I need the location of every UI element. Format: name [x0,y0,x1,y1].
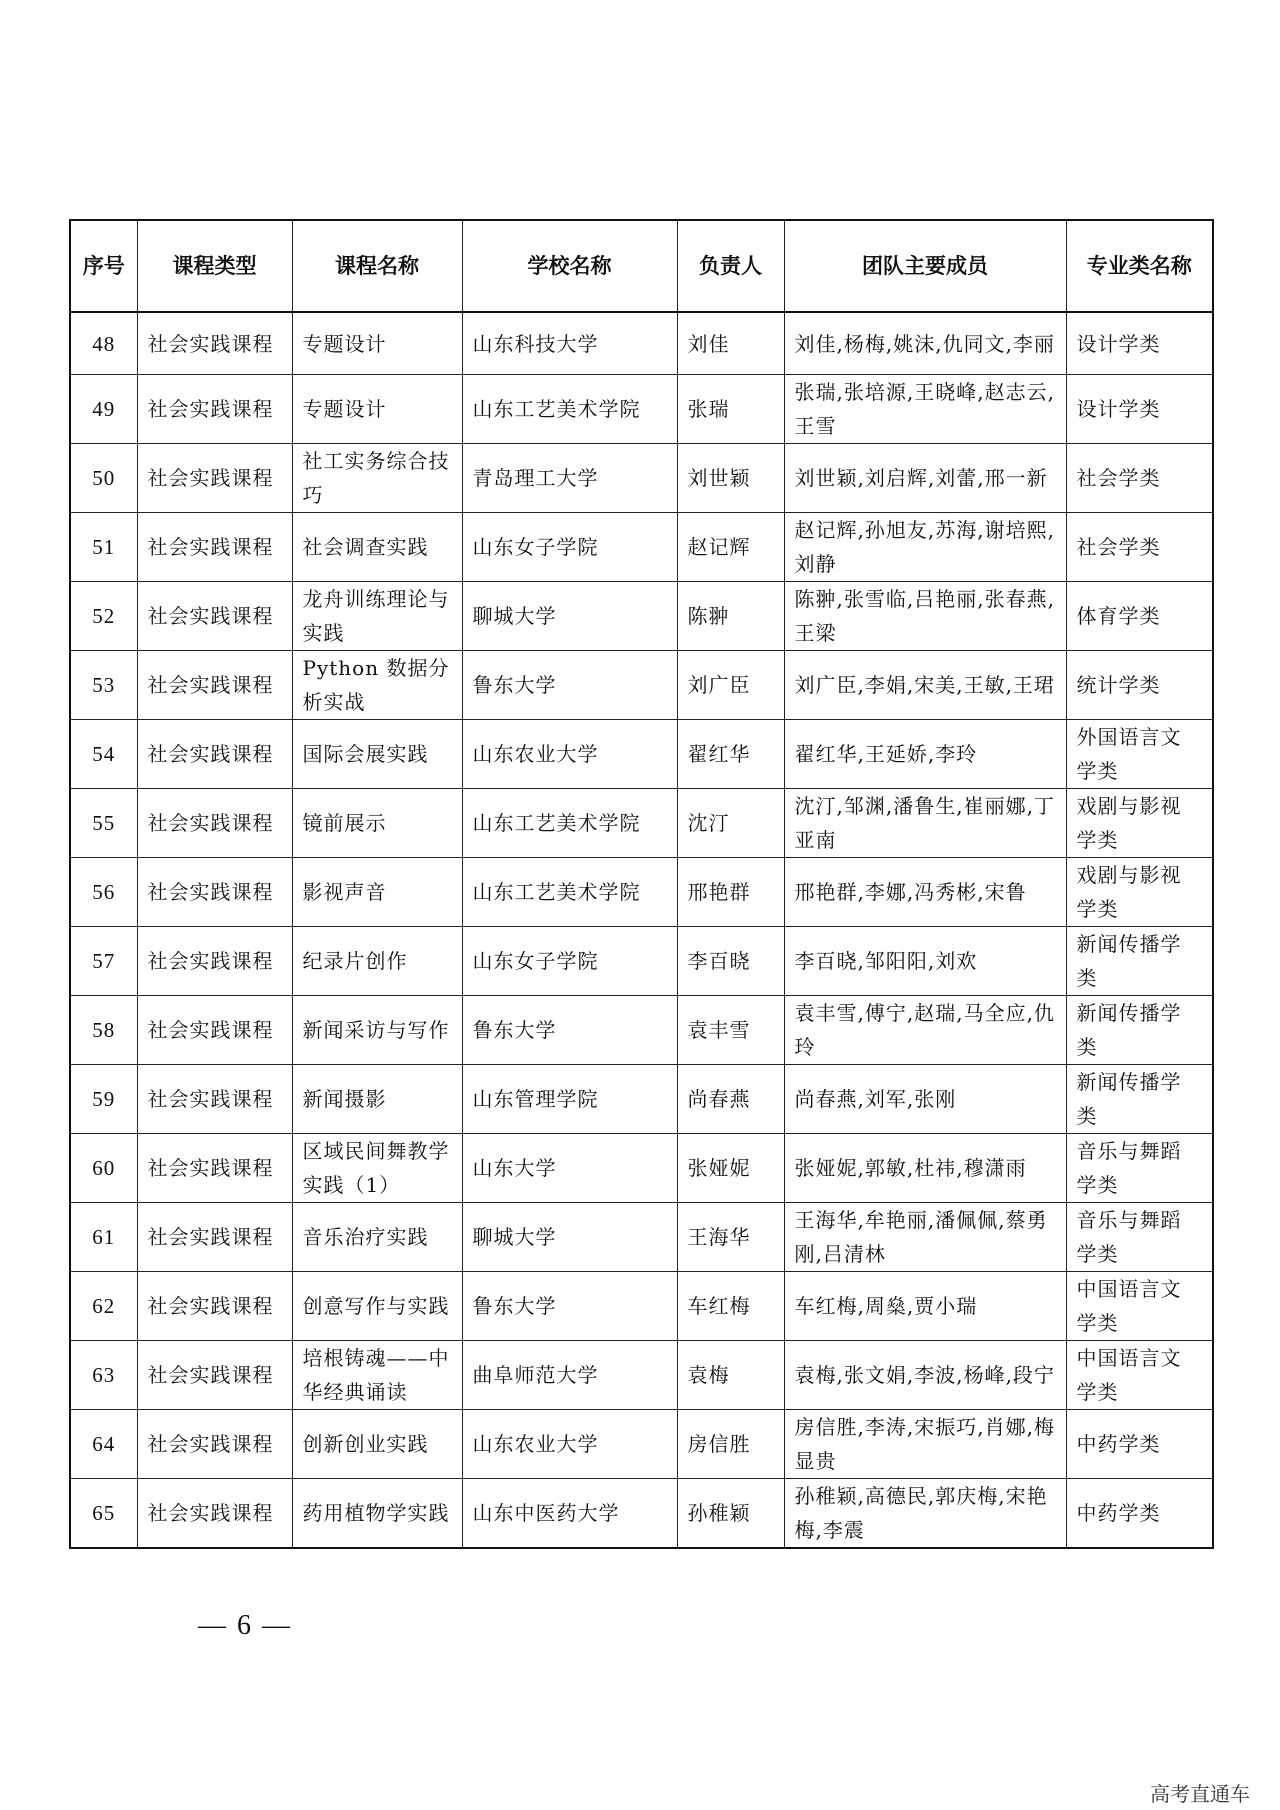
cell-text: 社会实践课程 [147,673,274,697]
course-table [69,219,1214,1549]
table-cell [1066,513,1213,582]
table-header-row [70,220,1213,312]
table-cell [1066,312,1213,375]
table-cell [137,651,292,720]
table-cell [292,996,462,1065]
table-row [70,375,1213,444]
table-cell [70,1272,137,1341]
cell-text: 65 [92,1501,116,1525]
cell-text: 刘佳 [687,331,730,356]
cell-text: 创意写作与实践 [302,1294,450,1318]
table-cell [784,720,1066,789]
table-cell [1066,1410,1213,1479]
table-cell [292,1341,462,1410]
table-cell [137,375,292,444]
cell-text: 王海华,牟艳丽,潘佩佩,蔡勇刚,吕清林 [794,1208,1048,1266]
table-cell [137,1065,292,1134]
table-cell [1066,1341,1213,1410]
cell-text: 58 [92,1018,116,1042]
cell-text: 53 [92,673,116,697]
cell-text: 64 [92,1432,116,1456]
cell-text: 社会实践课程 [147,466,274,490]
cell-text: 57 [92,949,116,973]
cell-text: 社会实践课程 [147,742,274,766]
table-cell [70,1479,137,1549]
table-cell [137,1203,292,1272]
table-cell [784,1065,1066,1134]
cell-text: 59 [92,1087,116,1111]
cell-text: 张娅妮,郭敏,杜祎,穆潇雨 [794,1156,1027,1180]
column-header: 专业类名称 [1066,220,1213,312]
table-cell [1066,789,1213,858]
cell-text: 鲁东大学 [472,1294,557,1318]
cell-text: 李百晓 [687,949,751,973]
cell-text: 翟红华,王延娇,李玲 [794,742,978,766]
table-row [70,444,1213,513]
cell-text: 龙舟训练理论与实践 [302,587,450,645]
table-cell [784,996,1066,1065]
table-cell [784,444,1066,513]
table-row [70,513,1213,582]
table-row [70,996,1213,1065]
table-cell [292,720,462,789]
cell-text: 戏剧与影视学类 [1076,794,1182,852]
column-header: 负责人 [677,220,784,312]
table-cell [462,1272,677,1341]
cell-text: 社会实践课程 [147,1501,274,1525]
cell-text: 孙稚颖 [687,1501,751,1525]
cell-text: 曲阜师范大学 [472,1363,599,1387]
cell-text: 袁梅,张文娟,李波,杨峰,段宁 [794,1363,1055,1387]
table-cell [70,312,137,375]
table-cell [1066,720,1213,789]
table-cell [70,720,137,789]
table-row [70,1410,1213,1479]
cell-text: 社会实践课程 [147,1087,274,1111]
column-header: 学校名称 [462,220,677,312]
cell-text: 山东工艺美术学院 [472,811,641,835]
cell-text: 社会实践课程 [147,331,274,356]
cell-text: 社会实践课程 [147,949,274,973]
cell-text: 山东管理学院 [472,1087,599,1111]
table-cell [677,858,784,927]
table-cell [1066,858,1213,927]
cell-text: 音乐与舞蹈学类 [1076,1139,1182,1197]
cell-text: 社会实践课程 [147,811,274,835]
cell-text: 50 [92,466,116,490]
cell-text: 山东农业大学 [472,1432,599,1456]
table-cell [292,582,462,651]
table-cell [292,513,462,582]
table-cell [137,1410,292,1479]
cell-text: 音乐与舞蹈学类 [1076,1208,1182,1266]
table-cell [677,789,784,858]
table-cell [462,375,677,444]
cell-text: 中国语言文学类 [1076,1277,1182,1335]
cell-text: 袁丰雪,傅宁,赵瑞,马全应,仇玲 [794,1001,1055,1059]
table-cell [784,651,1066,720]
table-cell [292,651,462,720]
cell-text: 48 [92,331,116,356]
table-body [70,312,1213,1548]
cell-text: 国际会展实践 [302,742,429,766]
table-cell [1066,375,1213,444]
cell-text: 山东女子学院 [472,535,599,559]
table-cell [292,1479,462,1549]
table-cell [677,1479,784,1549]
table-cell [462,312,677,375]
table-cell [462,1134,677,1203]
cell-text: 镜前展示 [302,811,387,835]
cell-text: 沈汀,邹渊,潘鲁生,崔丽娜,丁亚南 [794,794,1055,852]
cell-text: 社会实践课程 [147,1018,274,1042]
cell-text: 区域民间舞教学实践（1） [302,1139,450,1197]
table-cell [137,444,292,513]
table-cell [677,720,784,789]
table-cell [292,858,462,927]
table-cell [462,582,677,651]
table-cell [677,927,784,996]
table-cell [292,1203,462,1272]
table-cell [70,1065,137,1134]
table-cell [462,927,677,996]
table-cell [137,1341,292,1410]
cell-text: 车红梅,周燊,贾小瑞 [794,1294,978,1318]
table-cell [137,720,292,789]
cell-text: 社会实践课程 [147,1225,274,1249]
cell-text: 尚春燕 [687,1087,751,1111]
table-cell [70,444,137,513]
cell-text: 孙稚颖,高德民,郭庆梅,宋艳梅,李震 [794,1484,1048,1542]
table-cell [70,996,137,1065]
table-cell [292,789,462,858]
table-cell [677,1203,784,1272]
table-cell [462,651,677,720]
cell-text: 新闻传播学类 [1076,1001,1182,1059]
table-cell [677,1134,784,1203]
cell-text: 赵记辉 [687,535,751,559]
cell-text: 袁丰雪 [687,1018,751,1042]
cell-text: 刘广臣 [687,673,751,697]
table-row [70,1065,1213,1134]
table-cell [292,444,462,513]
cell-text: 山东工艺美术学院 [472,397,641,421]
table-cell [677,375,784,444]
table-cell [137,312,292,375]
table-cell [1066,1479,1213,1549]
table-cell [462,789,677,858]
cell-text: 62 [92,1294,116,1318]
table-row [70,927,1213,996]
watermark-text: 高考直通车 [1150,1782,1250,1806]
cell-text: 49 [92,397,116,421]
cell-text: 邢艳群,李娜,冯秀彬,宋鲁 [794,880,1027,904]
table-cell [462,444,677,513]
cell-text: 社会实践课程 [147,604,274,628]
table-cell [137,996,292,1065]
table-cell [137,927,292,996]
table-cell [1066,1065,1213,1134]
table-cell [137,513,292,582]
cell-text: 创新创业实践 [302,1432,429,1456]
cell-text: 车红梅 [687,1294,751,1318]
table-cell [462,1203,677,1272]
cell-text: 54 [92,742,116,766]
table-cell [1066,444,1213,513]
cell-text: 沈汀 [687,811,730,835]
cell-text: 中国语言文学类 [1076,1346,1182,1404]
cell-text: 山东科技大学 [472,331,599,356]
cell-text: 52 [92,604,116,628]
cell-text: 51 [92,535,116,559]
table-cell [784,927,1066,996]
page-number: — 6 — [198,1610,292,1641]
table-cell [677,582,784,651]
cell-text: 张瑞,张培源,王晓峰,赵志云,王雪 [794,380,1055,438]
cell-text: 尚春燕,刘军,张刚 [794,1087,957,1111]
cell-text: 培根铸魂——中华经典诵读 [302,1346,450,1404]
cell-text: Python 数据分析实战 [302,656,450,714]
cell-text: 房信胜 [687,1432,751,1456]
table-cell [292,927,462,996]
table-cell [137,1134,292,1203]
table-cell [70,1410,137,1479]
table-cell [1066,996,1213,1065]
table-cell [70,789,137,858]
cell-text: 55 [92,811,116,835]
table-row [70,1479,1213,1549]
table-cell [784,375,1066,444]
table-cell [462,513,677,582]
cell-text: 设计学类 [1076,331,1161,356]
table-cell [677,1410,784,1479]
table-cell [292,1410,462,1479]
cell-text: 青岛理工大学 [472,466,599,490]
cell-text: 戏剧与影视学类 [1076,863,1182,921]
table-cell [137,1479,292,1549]
cell-text: 影视声音 [302,880,387,904]
table-cell [784,582,1066,651]
cell-text: 聊城大学 [472,1225,557,1249]
cell-text: 房信胜,李涛,宋振巧,肖娜,梅显贵 [794,1415,1055,1473]
table-cell [784,1410,1066,1479]
table-cell [784,1479,1066,1549]
table-row [70,789,1213,858]
table-cell [677,996,784,1065]
table-cell [292,1134,462,1203]
table-cell [1066,1203,1213,1272]
cell-text: 社会实践课程 [147,1363,274,1387]
table-cell [462,720,677,789]
table-cell [137,858,292,927]
table-cell [677,513,784,582]
column-header: 团队主要成员 [784,220,1066,312]
table-row [70,720,1213,789]
table-cell [70,1203,137,1272]
cell-text: 药用植物学实践 [302,1501,450,1525]
cell-text: 音乐治疗实践 [302,1225,429,1249]
column-header: 课程名称 [292,220,462,312]
cell-text: 专题设计 [302,397,387,421]
table-cell [70,858,137,927]
table-cell [784,1341,1066,1410]
table-cell [462,1065,677,1134]
cell-text: 刘佳,杨梅,姚沫,仇同文,李丽 [794,331,1055,356]
cell-text: 社会学类 [1076,466,1161,490]
table-cell [462,1479,677,1549]
cell-text: 社会实践课程 [147,880,274,904]
table-row [70,1134,1213,1203]
table-cell [1066,927,1213,996]
table-cell [292,1065,462,1134]
table-cell [137,582,292,651]
table-cell [784,789,1066,858]
cell-text: 王海华 [687,1225,751,1249]
cell-text: 山东工艺美术学院 [472,880,641,904]
cell-text: 外国语言文学类 [1076,725,1182,783]
table-cell [70,1134,137,1203]
cell-text: 新闻传播学类 [1076,1070,1182,1128]
table-cell [784,1203,1066,1272]
cell-text: 61 [92,1225,116,1249]
table-cell [784,1134,1066,1203]
cell-text: 纪录片创作 [302,949,408,973]
cell-text: 社会实践课程 [147,397,274,421]
cell-text: 60 [92,1156,116,1180]
table-cell [462,996,677,1065]
cell-text: 新闻摄影 [302,1087,387,1111]
cell-text: 刘广臣,李娟,宋美,王敏,王珺 [794,673,1055,697]
table-cell [462,1341,677,1410]
table-cell [784,513,1066,582]
cell-text: 新闻采访与写作 [302,1018,450,1042]
cell-text: 鲁东大学 [472,1018,557,1042]
table-cell [1066,1272,1213,1341]
table-cell [292,375,462,444]
table-cell [292,312,462,375]
table-cell [70,927,137,996]
cell-text: 63 [92,1363,116,1387]
table-row [70,858,1213,927]
cell-text: 陈翀,张雪临,吕艳丽,张春燕,王梁 [794,587,1055,645]
cell-text: 张娅妮 [687,1156,751,1180]
table-row [70,582,1213,651]
table-row [70,1203,1213,1272]
cell-text: 设计学类 [1076,397,1161,421]
table-cell [137,789,292,858]
table-cell [70,513,137,582]
cell-text: 陈翀 [687,604,730,628]
cell-text: 山东女子学院 [472,949,599,973]
cell-text: 刘世颖,刘启辉,刘蕾,邢一新 [794,466,1048,490]
cell-text: 聊城大学 [472,604,557,628]
cell-text: 山东农业大学 [472,742,599,766]
table-cell [70,375,137,444]
table-row [70,312,1213,375]
cell-text: 袁梅 [687,1363,730,1387]
cell-text: 山东中医药大学 [472,1501,620,1525]
column-header: 课程类型 [137,220,292,312]
cell-text: 统计学类 [1076,673,1161,697]
table-cell [677,1272,784,1341]
table-cell [677,312,784,375]
cell-text: 刘世颖 [687,466,751,490]
cell-text: 山东大学 [472,1156,557,1180]
table-cell [1066,582,1213,651]
table-cell [677,444,784,513]
cell-text: 社会实践课程 [147,1294,274,1318]
table-row [70,1341,1213,1410]
cell-text: 体育学类 [1076,604,1161,628]
cell-text: 社会实践课程 [147,1432,274,1456]
cell-text: 社会实践课程 [147,1156,274,1180]
table-cell [677,1341,784,1410]
table-cell [70,582,137,651]
table-cell [70,651,137,720]
cell-text: 李百晓,邹阳阳,刘欢 [794,949,978,973]
cell-text: 翟红华 [687,742,751,766]
table-cell [784,858,1066,927]
cell-text: 社会学类 [1076,535,1161,559]
cell-text: 中药学类 [1076,1501,1161,1525]
table-row [70,1272,1213,1341]
cell-text: 新闻传播学类 [1076,932,1182,990]
column-header: 序号 [70,220,137,312]
table-cell [70,1341,137,1410]
table-cell [677,651,784,720]
cell-text: 赵记辉,孙旭友,苏海,谢培熙,刘静 [794,518,1055,576]
table-row [70,651,1213,720]
cell-text: 56 [92,880,116,904]
table-cell [784,1272,1066,1341]
table-cell [1066,651,1213,720]
cell-text: 社会调查实践 [302,535,429,559]
table-cell [1066,1134,1213,1203]
table-cell [462,1410,677,1479]
cell-text: 张瑞 [687,397,730,421]
table-cell [677,1065,784,1134]
table-cell [462,858,677,927]
table-cell [784,312,1066,375]
table-cell [292,1272,462,1341]
cell-text: 邢艳群 [687,880,751,904]
table-cell [137,1272,292,1341]
cell-text: 专题设计 [302,331,387,356]
cell-text: 中药学类 [1076,1432,1161,1456]
cell-text: 社工实务综合技巧 [302,449,450,507]
cell-text: 社会实践课程 [147,535,274,559]
cell-text: 鲁东大学 [472,673,557,697]
